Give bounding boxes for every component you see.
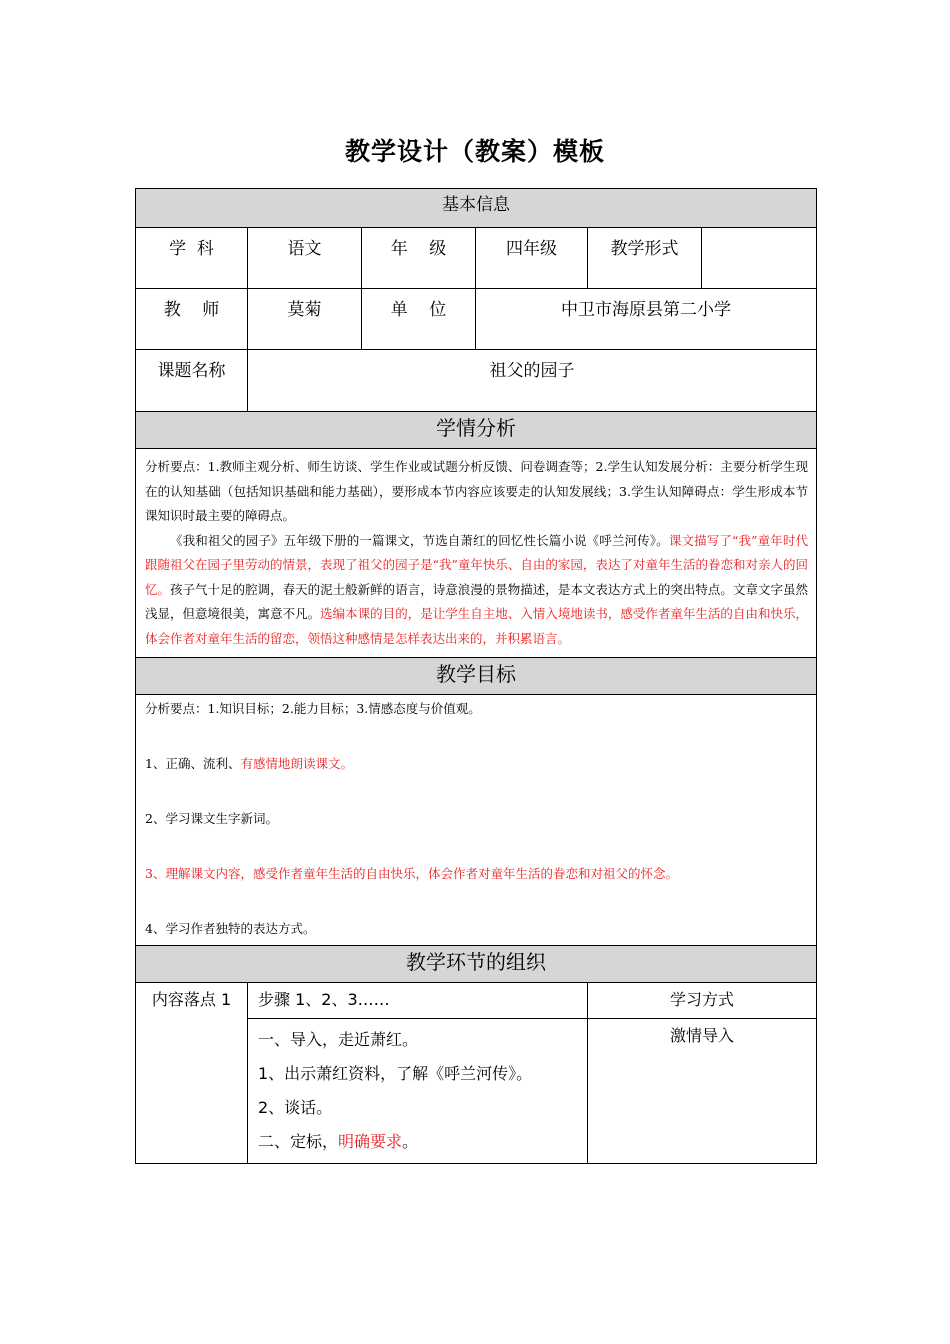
form-label: 教学形式 — [588, 228, 702, 289]
analysis-text-b: 课文描写了“我”童年时代跟随祖父在园子里劳动的情景，表现了祖父的园子是“我”童年快乐、自由的家园，表达了对童年生活的眷恋和对亲人的回忆。 — [145, 532, 809, 597]
content-point-label: 内容落点 1 — [136, 983, 248, 1164]
steps-label: 步骤 1、2、3…… — [248, 983, 588, 1019]
step-line-2: 1、出示萧红资料，了解《呼兰河传》。 — [258, 1064, 533, 1083]
analysis-body — [136, 449, 817, 658]
goals-body — [136, 695, 817, 946]
analysis-text-d: 选编本课的目的，是让学生自主地、入情入境地读书，感受作者童年生活的自由和快乐，体会作者对童年生活的留恋，领悟这种感情是怎样表达出来的，并积累语言。 — [145, 606, 808, 646]
mode-label: 学习方式 — [588, 983, 817, 1019]
org-header: 教学环节的组织 — [136, 946, 817, 983]
teacher-label: 教 师 — [136, 289, 248, 350]
topic-value: 祖父的园子 — [248, 350, 817, 412]
analysis-text-c: 孩子气十足的腔调，春天的泥土般新鲜的语言，诗意浪漫的景物描述，是本文表达方式上的突出特点。文章文字虽然浅显，但意境很美，寓意不凡。 — [145, 581, 808, 621]
goals-header: 教学目标 — [136, 658, 817, 695]
goal-3: 3、理解课文内容，感受作者童年生活的自由快乐，体会作者对童年生活的眷恋和对祖父的怀念。 — [145, 866, 678, 881]
lesson-plan-table — [135, 188, 817, 1164]
mode-value: 激情导入 — [588, 1019, 817, 1164]
goal-4: 4、学习作者独特的表达方式。 — [145, 921, 316, 936]
document-title: 教学设计（教案）模板 — [344, 137, 605, 166]
goals-points: 分析要点：1.知识目标；2.能力目标；3.情感态度与价值观。 — [145, 701, 481, 716]
topic-label: 课题名称 — [136, 350, 248, 412]
analysis-header: 学情分析 — [136, 412, 817, 449]
step-4-text-c: 。 — [402, 1132, 419, 1151]
step-line-1: 一、导入，走近萧红。 — [258, 1030, 419, 1049]
basic-info-header: 基本信息 — [136, 189, 817, 228]
form-value — [702, 228, 817, 289]
step-4-text-b: 明确要求 — [338, 1132, 403, 1151]
analysis-points: 分析要点：1.教师主观分析、师生访谈、学生作业或试题分析反馈、问卷调查等；2.学生认知发展分析：主要分析学生现在的认知基础（包括知识基础和能力基础），要形成本节内容应该要走的认知发展线；3.学生认知障碍点：学生形成本节课知识时最主要的障碍点。 — [145, 459, 808, 523]
subject-label: 学 科 — [136, 228, 248, 289]
steps-content — [248, 1019, 588, 1164]
goal-2: 2、学习课文生字新词。 — [145, 811, 278, 826]
unit-value: 中卫市海原县第二小学 — [476, 289, 817, 350]
goal-1-text-a: 1、正确、流利、 — [145, 756, 241, 771]
unit-label: 单 位 — [362, 289, 476, 350]
analysis-text-a: 《我和祖父的园子》五年级下册的一篇课文，节选自萧红的回忆性长篇小说《呼兰河传》。 — [170, 532, 669, 548]
step-line-4 — [258, 1125, 577, 1159]
goal-1 — [145, 752, 808, 776]
grade-label: 年 级 — [362, 228, 476, 289]
analysis-paragraph — [145, 529, 808, 652]
goal-1-text-b: 有感情地朗读课文。 — [240, 756, 353, 771]
grade-value: 四年级 — [476, 228, 588, 289]
step-4-text-a: 二、定标， — [258, 1132, 339, 1151]
teacher-value: 莫菊 — [248, 289, 362, 350]
subject-value: 语文 — [248, 228, 362, 289]
step-line-3: 2、谈话。 — [258, 1098, 333, 1117]
